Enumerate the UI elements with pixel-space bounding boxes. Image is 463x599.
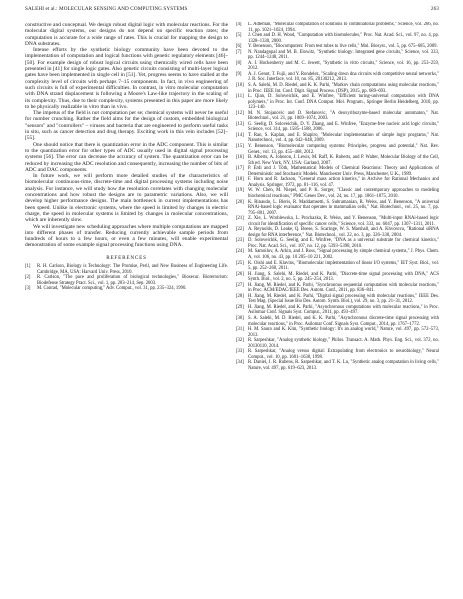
reference-text: A. Reynolds, D. Leake, Q. Boese, S. Scaringe, W. S. Marshall, and A. Khvorova, "Rational siRNA design for RNA interference," Nat. Biotechnol., vol. 22, no. 3, pp. 326–330, 2004. (248, 227, 439, 238)
reference-item (236, 283, 439, 294)
reference-text: S. A. Salehi, M. D. Riedel, and K. K. Parhi, "Markov chain computations using molecular reactions," in Proc. IEEE Int. Conf. Digit. Signal Process. (DSP), 2015, pp. 689–693. (248, 83, 439, 94)
reference-number: [28] (236, 293, 244, 299)
reference-number: [14] (236, 132, 244, 138)
reference-text: M. Samoilov, A. Arkin, and J. Ross, "Signal processing by simple chemical systems," J. Phys. Chem. A, vol. 106, no. 43, pp. 10 205–10 221, 2002. (248, 249, 439, 260)
reference-number: [26] (236, 271, 244, 277)
reference-item (236, 338, 439, 349)
reference-number: [19] (236, 188, 244, 194)
body-paragraph: The impetus of the field is not computation per se; chemical systems will never be useful for number crunching. Rather the field aims for the design of custom, embedded biological "sensors" and "controllers" – viruses and bacteria that are engineered to perform useful tasks in situ, such as cancer detection and drug therapy. Exciting work in this vein includes [52]–[55]. (25, 110, 228, 142)
reference-item (236, 200, 439, 217)
body-paragraph: Intense efforts by the synthetic biology community have been devoted to the implementation of computation and logical functions with genetic regulatory elements [46]–[50]. For example design of robust logical circuits using chemically wired cells have been presented in [41] for single logic gates. Also genetic circuits consisting of multi-layer logical gates have been implemented in single cell in [51]. Yet, progress seems to have stalled at the complexity level of circuits with perhaps 7–15 components. In fact, in vivo engineering of such circuits is full of experimental difficulties. In contrast, in vitro molecular computation with DNA strand displacement is following a Moore's Law-like trajectory in the scaling of its complexity. Thus, due to their complexity, systems presented in this paper are more likely to be physically realizable in vitro than in vivo. (25, 47, 228, 110)
reference-text: H. Jiang, M. Riedel, and K. Parhi, "Asynchronous computations with molecular reactions," in Proc. Asilomar Conf. Signals Syst. Comput., 2011, pp. 493–497. (248, 304, 439, 316)
reference-text: M. Conrad, "Molecular computing," Adv. Comput., vol. 31, pp. 235–324, 1990. (37, 286, 187, 292)
reference-number: [8] (236, 60, 242, 66)
reference-number: [12] (236, 110, 244, 116)
reference-text: R. Sarpeshkar, "Analog synthetic biology," Philos. Transact. A. Math. Phys. Eng. Sci., vol. 372, no. 20130110, 2014. (248, 338, 439, 349)
reference-number: [33] (236, 349, 244, 355)
reference-text: M. N. Stojanovic and D. Stefanovic, "A deoxyribozyme-based molecular automaton," Nat. Biotechnol., vol. 21, pp. 1069–1074, 2003. (248, 110, 439, 122)
reference-number: [13] (236, 121, 244, 127)
reference-text: W. W. Chen, M. Niepel, and P. K. Sorger, "Classic and contemporary approaches to modeling biochemical reactions," PMC Genes Dev., vol. 24, no. 17, pp. 1861–1875, 2010. (248, 188, 439, 199)
reference-number: [20] (236, 199, 244, 205)
running-head (25, 6, 439, 16)
reference-item (236, 188, 439, 199)
reference-text: H. Jiang, S. Salehi, M. Riedel, and K. Parhi, "Discrete-time signal processing with DNA," ACS Synth. Biol., vol. 2, no. 5, pp. 245–254, 2013. (248, 271, 439, 283)
reference-number: [31] (236, 327, 244, 333)
reference-text: G. Seelig, D. Soloveichik, D. Y. Zhang, and E. Winfree, "Enzyme-free nucleic acid logic circuits," Science, vol. 314, pp. 1585–1588, 2006. (248, 121, 439, 133)
body-paragraph: One should notice that there is quantization error in the ADC component. This is similar to the quantization error for other types of ADC usually used in digital signal processing systems [56]. The error can decrease the accuracy of system. The quantization error can be reduced by increasing the ADC resolution and consequently, increasing the number of bits of ADC and DAC components. (25, 141, 228, 173)
reference-number: [4] (236, 22, 242, 27)
reference-number: [2] (25, 275, 31, 281)
reference-number: [32] (236, 338, 244, 344)
reference-number: [3] (25, 286, 31, 292)
reference-item (236, 33, 439, 44)
reference-item (25, 286, 228, 292)
reference-text: R. Carlson, "The pace and proliferation of biological technologies," Biosecur. Bioterrorism: Biodefense Strategy Pract. Sci., vol. 1, pp. 203–214, Sep. 2003. (37, 275, 228, 286)
reference-text: R. H. Carlson, Biology is Technology: The Promise, Peril, and New Business of Engineering Life. Cambridge, MA, USA: Harvard Univ. Press, 2010. (37, 263, 228, 275)
reference-number: [1] (25, 263, 31, 269)
reference-number: [30] (236, 315, 244, 321)
reference-item (236, 111, 439, 122)
reference-text: H. Jiang, M. Riedel, and K. Parhi, "Digital signal processing with molecular reactions," IEEE Des. Test Mag. (Special Issue Bio Des. Autom. Synth. Biol.), vol. 29, no. 3, pp. 21–31, 2012. (248, 293, 439, 305)
reference-number: [21] (236, 216, 244, 222)
reference-item (236, 249, 439, 260)
reference-text: Y. Benenson, "Biomolecular computing systems: Principles, progress and potential," Nat. Rev. Genet., vol. 13, pp. 455–468, 2012. (248, 144, 439, 155)
reference-item (236, 349, 439, 360)
reference-text: R. Sarpeshkar, "Analog versus digital: Extrapolating from electronics to neurobiology," Neural Comput., vol. 10, pp. 1601–1638, 1998. (248, 349, 439, 360)
reference-text: S. A. Salehi, M. D. Riedel, and K. K. Parhi, "Asynchronous discrete-time signal processing with molecular reactions," in Proc. Asilomar Conf. Signals Syst. Comput., 2014, pp. 1767–1772. (248, 315, 439, 327)
reference-item (236, 155, 439, 166)
reference-item (236, 360, 439, 371)
reference-item (236, 316, 439, 327)
reference-number: [9] (236, 71, 242, 77)
reference-number: [6] (236, 44, 242, 50)
reference-item (236, 238, 439, 249)
right-column (236, 22, 439, 592)
reference-number: [34] (236, 360, 244, 366)
body-paragraph: We will investigate new scheduling approaches where multiple computations are mapped into different phases of transfer. Reducing currently achievable sample periods from hundreds of hours to a few hours, or even a few minutes, will enable experimental demonstration of some example signal processing functions using DNA. (25, 223, 228, 249)
reference-text: Y. Benenson, "Biocomputers: From test tubes to live cells," Mol. Biosyst., vol. 5, pp. 675–685, 2009. (248, 44, 438, 50)
reference-text: P. Érdi and J. Tóth, Mathematical Models of Chemical Reactions: Theory and Applications of Deterministic and Stochastic Models. Manchester Univ. Press, Manchester, U.K., 1989. (248, 166, 439, 177)
reference-item (236, 261, 439, 272)
reference-item (236, 72, 439, 83)
reference-item (25, 275, 228, 286)
reference-item (236, 227, 439, 238)
reference-item (236, 83, 439, 94)
reference-item (236, 272, 439, 283)
reference-item (236, 50, 439, 61)
reference-text: Z. Xie, L. Wroblewska, L. Prochazka, R. Weiss, and Y. Benenson, "Multi-input RNAi-based logic circuit for identification of specific cancer cells," Science, vol. 333, no. 6047, pp. 1307–1311, 2011. (248, 216, 439, 227)
reference-number: [5] (236, 33, 242, 39)
left-column (25, 22, 228, 582)
reference-item (236, 327, 439, 338)
reference-text: R. Daniel, J. R. Rubens, R. Sarpeshkar, and T. K. Lu, "Synthetic analog computation in living cells," Nature, vol. 497, pp. 619–623, 2013. (248, 360, 439, 371)
reference-item (236, 294, 439, 305)
reference-number: [25] (236, 260, 244, 266)
reference-number: [10] (236, 83, 244, 89)
reference-text: L. Qian, D. Soloveichik, and E. Winfree, "Efficient turing-universal computation with DNA polymers," in Proc. Int. Conf. DNA Comput. Mol. Program., Springer Berlin Heidelberg, 2010, pp. 123–140. (248, 94, 439, 111)
reference-text: L. Adleman, "Molecular computation of solutions to combinatorial problems," Science, vol. 266, no. 11, pp. 1021–1024, 1994. (248, 22, 439, 33)
reference-item (236, 216, 439, 227)
reference-number: [18] (236, 177, 244, 183)
reference-number: [22] (236, 227, 244, 233)
reference-text: N. Nandagopal and M. B. Elowitz, "Synthetic biology: Integrated gene circuits," Science, vol. 333, pp. 1244–1248, 2011. (248, 49, 439, 61)
reference-text: J. Chen and D. H. Wood, "Computation with biomolecules," Proc. Nat. Acad. Sci., vol. 97, no. 4, pp. 1328–1330, 2000. (248, 33, 439, 44)
page-number: 263 (430, 6, 439, 12)
reference-number: [17] (236, 166, 244, 172)
reference-text: K. Rinaudo, L. Bleris, R. Maddamsetti, S. Subramanian, R. Weiss, and Y. Benenson, "A universal RNAi-based logic evaluator that operates in mammalian cells," Nat. Biotechnol., vol. 25, no. 7, pp. 795–801, 2007. (248, 199, 439, 216)
reference-item (236, 22, 439, 33)
reference-number: [11] (236, 94, 244, 100)
body-paragraph: In future work, we will perform more detailed studies of the characteristics of biomolecular continuous-time, discrete-time and digital processing systems including noise analysis. For instance, we will study how the resolution correlates with changing molecular concentrations and how robust the designs are to parametric variations. Also, we will develop higher performance designs. The main bottleneck in current implementations has been speed. Unlike in electronic systems, where the speed is limited by changes in electric charge, the speed in molecular systems is limited by changes in molecular concentrations, which are inherently slow. (25, 173, 228, 224)
reference-item (236, 94, 439, 111)
reference-item (236, 61, 439, 72)
reference-number: [24] (236, 249, 244, 255)
reference-text: F. Horn and R. Jackson, "General mass action kinetics," in Archive for Rational Mechanics and Analysis. Springer, 1972, pp. 81–116, vol. 47. (248, 177, 439, 188)
reference-number: [23] (236, 238, 244, 244)
reference-text: K. Oishi and E. Klavins, "Biomolecular implementation of linear I/O systems," IET Syst. Biol., vol. 5, pp. 252–260, 2011. (248, 260, 439, 272)
reference-text: A. J. Hockenberry and M. C. Jewett, "Synthetic in vitro circuits," Science, vol. 16, pp. 253–259, 2012. (248, 60, 439, 72)
reference-item (236, 144, 439, 155)
reference-text: D. Soloveichik, G. Seelig, and E. Winfree, "DNA as a universal substrate for chemical kinetics," Proc. Nat. Acad. Sci., vol. 107, no. 12, pp. 5393–5398, 2010. (248, 238, 439, 249)
reference-number: [27] (236, 282, 244, 288)
reference-text: H. M. Sauro and K. Kim, "Synthetic biology: It's an analog world," Nature, vol. 497, pp. 572–573, 2013. (248, 327, 439, 338)
reference-item (25, 264, 228, 275)
reference-item (236, 122, 439, 133)
reference-number: [29] (236, 304, 244, 310)
reference-item (236, 166, 439, 177)
running-title: SALEHI et al.: MOLECULAR SENSING AND COMPUTING SYSTEMS (25, 6, 188, 12)
reference-item (236, 305, 439, 316)
reference-number: [7] (236, 49, 242, 55)
reference-text: T. Ran, S. Kaplan, and E. Shapiro, "Molecular implementation of simple logic programs," Nat. Nanotechnol., vol. 4, pp. 642–648, 2009. (248, 132, 439, 144)
reference-text: H. Jiang, M. Riedel, and K. Parhi, "Synchronous sequential computation with molecular reactions," in Proc. ACM/EDAC/IEEE Des. Autom. Conf., 2011, pp. 836–841. (248, 282, 439, 294)
reference-text: A. J. Genot, T. Fujii, and Y. Rondelez, "Scaling down dna circuits with competitive neural networks," J. R. Soc. Interface, vol. 10, no. 85, 20130212, 2013. (248, 71, 439, 83)
reference-number: [16] (236, 155, 244, 161)
reference-text: B. Alberts, A. Johnson, J. Lewis, M. Raff, K. Roberts, and P. Walter, Molecular Biology of the Cell, 5th ed. New York, NY, USA: Garland, 2007. (248, 155, 439, 166)
reference-item (236, 133, 439, 144)
reference-number: [15] (236, 144, 244, 150)
reference-item (236, 177, 439, 188)
references-heading: REFERENCES (106, 254, 147, 261)
body-paragraph: constructive and conceptual. We design robust digital logic with molecular reactions. For the molecular digital systems, our designs do not depend on specific reaction rates; the computation is accurate for a wide range of rates. This is crucial for mapping the design to DNA substrates. (25, 22, 228, 47)
